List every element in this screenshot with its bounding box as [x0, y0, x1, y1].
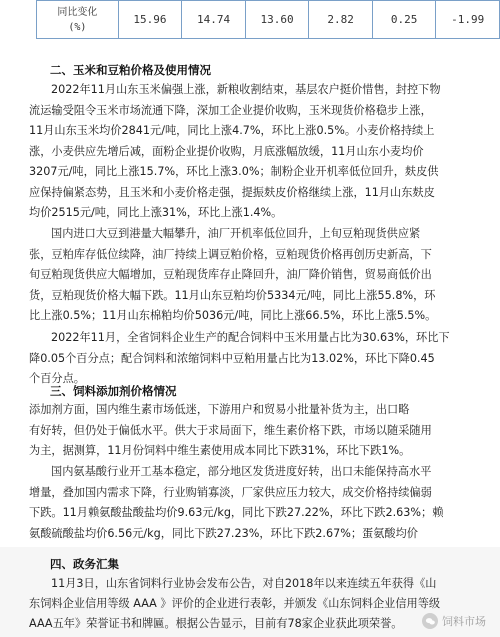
- text-line: 2022年11月，全省饲料企业生产的配合饲料中玉米用量占比为30.63%，环比下: [51, 331, 450, 344]
- section-title-additives: 三、饲料添加剂价格情况: [50, 384, 177, 398]
- text-line: 流运输受阻令玉米市场流通下降，深加工企业提价收购，玉米现货价格稳步上涨，: [29, 103, 432, 117]
- text-line: 比上涨0.5%；11月山东棉粕均价5036元/吨，同比上涨66.5%，环比上涨5.5%。: [29, 309, 437, 322]
- table-cell: -1.99: [436, 1, 500, 39]
- text-line: 11月山东玉米均价2841元/吨，同比上涨4.7%，环比上涨0.5%。小麦价格持续上: [29, 124, 435, 137]
- text-line: 添加剂方面，国内维生素市场低迷，下游用户和贸易小批量补货为主，出口略: [29, 403, 410, 416]
- table-cell: 14.74: [182, 1, 246, 39]
- table-row: [37, 1, 500, 39]
- text-line: 11月3日，山东省饲料行业协会发布公告，对自2018年以来连续五年获得《山: [51, 577, 437, 590]
- text-line: 均价2515元/吨，同比上涨31%，环比上涨1.4%。: [29, 206, 283, 219]
- paragraph-corn-wheat: [29, 80, 487, 224]
- text-line: 降0.05个百分点；配合饲料和浓缩饲料中豆粕用量占比为13.02%，环比下降0.45: [29, 351, 435, 365]
- text-line: 2022年11月山东玉米偏强上涨，新粮收割结束，基层农户挺价惜售，封控下物: [51, 83, 441, 96]
- watermark-text: 饲料市场: [442, 615, 486, 628]
- row-label-line2: (%): [68, 21, 87, 33]
- table-cell: 13.60: [245, 1, 309, 39]
- row-label-line1: 同比变化: [57, 6, 98, 18]
- text-line: AAA五年》荣誉证书和牌匾。根据公告显示，目前有78家企业获此项荣誉。: [29, 617, 403, 630]
- text-line: 应保持偏紧态势，且玉米和小麦价格走强，提振麸皮价格继续上涨，11月山东麸皮: [29, 185, 435, 199]
- wechat-icon: [422, 613, 438, 629]
- text-line: 东饲料企业信用等级 AAA 》评价的企业进行表彰，并颁发《山东饲料企业信用等级: [29, 597, 441, 610]
- section-title-policy: 四、政务汇集: [50, 557, 119, 571]
- table-cell: 0.25: [372, 1, 436, 39]
- text-line: 个百分点。: [29, 372, 85, 385]
- table-cell: 15.96: [118, 1, 182, 39]
- text-line: 货，豆粕现货价格大幅下跌。11月山东豆粕均价5334元/吨，同比上涨55.8%，环: [29, 288, 436, 302]
- text-line: 涨，小麦供应先增后减，面粉企业提价收购，月底涨幅放缓，11月山东小麦均价: [29, 144, 424, 158]
- paragraph-usage-ratio: [29, 328, 487, 390]
- row-label: [37, 1, 119, 39]
- text-line: 为主，据测算，11月份饲料中维生素使用成本同比下跌31%，环比下跌1%。: [29, 444, 411, 457]
- text-line: 3207元/吨，同比上涨15.7%，环比上涨3.0%；制粉企业开机率低位回升，麸皮供: [29, 165, 439, 178]
- price-change-table: [36, 0, 500, 39]
- source-watermark: [422, 613, 486, 629]
- section-title-corn-soymeal: 二、玉米和豆粕价格及使用情况: [50, 63, 211, 77]
- paragraph-policy: [29, 574, 487, 634]
- text-line: 旬豆粕现货供应大幅增加，豆粕现货库存止降回升，油厂降价销售，贸易商低价出: [29, 268, 432, 281]
- paragraph-vitamins: [29, 400, 487, 462]
- text-line: 增量，叠加国内需求下降，行业购销寡淡，厂家供应压力较大，成交价格持续偏弱: [29, 485, 432, 499]
- text-line: 有好转，但仍处于偏低水平。供大于求局面下，维生素价格下跌，市场以随采随用: [29, 423, 432, 437]
- text-line: 国内氨基酸行业开工基本稳定，部分地区发货进度好转，出口未能保持高水平: [51, 465, 432, 478]
- text-line: 张，豆粕库存低位续降，油厂持续上调豆粕价格，豆粕现货价格再创历史新高，下: [29, 247, 432, 261]
- text-line: 下跌。11月赖氨酸盐酸盐均价9.63元/kg，同比下跌27.22%，环比下跌2.63%；赖: [29, 506, 444, 519]
- table-cell: 2.82: [309, 1, 373, 39]
- paragraph-soymeal: [29, 224, 487, 327]
- text-line: 国内进口大豆到港量大幅攀升，油厂开机率低位回升，上旬豆粕现货供应紧: [51, 227, 421, 240]
- text-line: 氨酸硫酸盐均价6.56元/kg，同比下跌27.23%，环比下跌2.67%；蛋氨酸均价: [29, 526, 418, 540]
